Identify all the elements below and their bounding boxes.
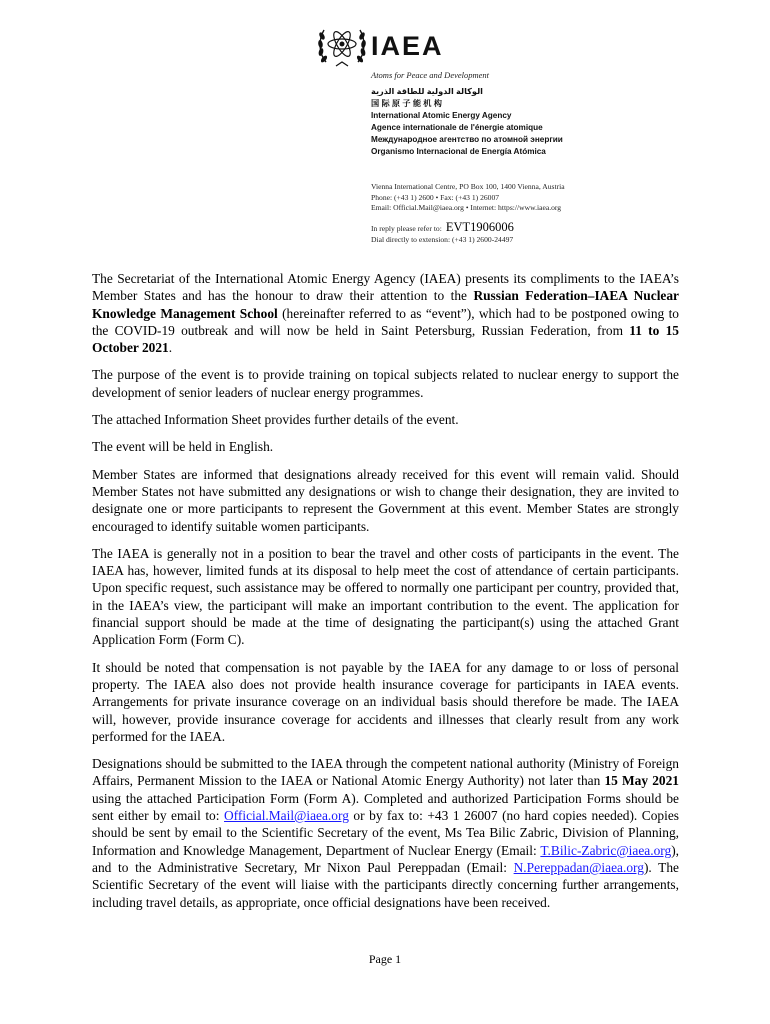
agency-name-french: Agence internationale de l'énergie atomique: [371, 123, 543, 132]
p8-text-4: ), and to the Administrative Secretary, Mr Nixon Paul Pereppadan (Email:: [92, 842, 679, 875]
p8-text-3: or by fax to: +43 1 26007 (no hard copies needed). Copies should be sent by email to the Scientific Secretary of the event, Ms Tea Bilic Zabric, Division of Planning, Information and Knowledge Management, Department of Nuclear Energy (Email:: [92, 808, 679, 858]
paragraph-7: It should be noted that compensation is not payable by the IAEA for any damage to or loss of personal property. The IAEA also does not provide health insurance coverage for participants in IAEA events. Arrangements for private insurance coverage on an individual basis should therefore be made. The IAEA will, however, provide insurance coverage for accidents and illnesses that clearly result from any work performed for the IAEA.: [92, 659, 679, 744]
contact-block: [371, 182, 565, 214]
letter-body: [92, 270, 679, 921]
administrative-secretary-email-link[interactable]: N.Pereppadan@iaea.org: [513, 859, 644, 875]
reference-label: In reply please refer to:: [371, 224, 442, 233]
iaea-logo: [316, 22, 444, 70]
paragraph-4: The event will be held in English.: [92, 439, 274, 455]
contact-email-web: Email: Official.Mail@iaea.org • Internet: https://www.iaea.org: [371, 203, 562, 212]
agency-name-english: International Atomic Energy Agency: [371, 111, 512, 120]
paragraph-8: [92, 755, 679, 911]
p8-text-1: Designations should be submitted to the IAEA through the competent national authority (Ministry of Foreign Affairs, Permanent Mission to the IAEA or National Atomic Energy Authority) not later than: [92, 756, 679, 789]
p8-text-5: ). The Scientific Secretary of the event will liaise with the participants directly concerning further arrangements, including travel details, as appropriate, once official designations have been received.: [92, 859, 679, 910]
agency-name-arabic: الوكالة الدولية للطاقة الذرية: [371, 87, 483, 96]
p1-text-3: .: [168, 340, 173, 356]
p8-text-2: using the attached Participation Form (Form A). Completed and authorized Participation Forms should be sent either by email to:: [92, 790, 679, 824]
paragraph-2: The purpose of the event is to provide training on topical subjects related to nuclear energy to support the development of senior leaders of nuclear energy programmes.: [92, 367, 679, 400]
official-mail-link[interactable]: Official.Mail@iaea.org: [224, 808, 349, 824]
agency-name-russian: Международное агентство по атомной энергии: [371, 135, 563, 144]
deadline-date: 15 May 2021: [604, 773, 679, 789]
reference-code: EVT1906006: [445, 220, 514, 234]
reference-line: [371, 220, 514, 235]
contact-phone-fax: Phone: (+43 1) 2600 • Fax: (+43 1) 26007: [371, 192, 500, 202]
page-number: Page 1: [368, 952, 402, 966]
motto: Atoms for Peace and Development: [371, 70, 490, 80]
event-name: Russian Federation–IAEA Nuclear Knowledge Management School: [92, 288, 679, 321]
paragraph-6: The IAEA is generally not in a position to bear the travel and other costs of participants in the event. The IAEA has, however, limited funds at its disposal to help meet the cost of attendance of certain participants. Upon specific request, such assistance may be offered to normally one participant per country, provided that, in the IAEA’s view, the participant will make an important contribution to the event. The application for financial support should be made at the time of designating the participant(s) using the attached Grant Application Form (Form C).: [92, 545, 679, 648]
paragraph-5: Member States are informed that designations already received for this event will remain valid. Should Member States not have submitted any designations or wish to change their designation, they are invited to designate one or more participants to represent the Government at this event. Member States are strongly encouraged to identify suitable women participants.: [92, 466, 679, 534]
event-dates: 11 to 15 October 2021: [92, 322, 679, 356]
scientific-secretary-email-link[interactable]: T.Bilic-Zabric@iaea.org: [540, 842, 672, 858]
paragraph-3: The attached Information Sheet provides further details of the event.: [92, 412, 459, 428]
agency-name-spanish: Organismo Internacional de Energía Atómica: [371, 147, 546, 156]
dial-extension: Dial directly to extension: (+43 1) 2600-24497: [371, 235, 514, 244]
laurel-atom-emblem-icon: [316, 22, 368, 70]
agency-name-chinese: 国 际 原 子 能 机 构: [371, 99, 442, 108]
agency-names: [371, 86, 563, 158]
contact-address: Vienna International Centre, PO Box 100, 1400 Vienna, Austria: [371, 182, 565, 191]
p1-text-1: The Secretariat of the International Atomic Energy Agency (IAEA) presents its compliments to the IAEA’s Member States and has the honour to draw their attention to the: [92, 271, 679, 304]
p1-text-2: (hereinafter referred to as “event”), which had to be postponed owing to the COVID-19 outbreak and will now be held in Saint Petersburg, Russian Federation, from: [92, 305, 679, 338]
logo-wordmark: IAEA: [371, 30, 444, 61]
paragraph-1: [92, 270, 679, 356]
